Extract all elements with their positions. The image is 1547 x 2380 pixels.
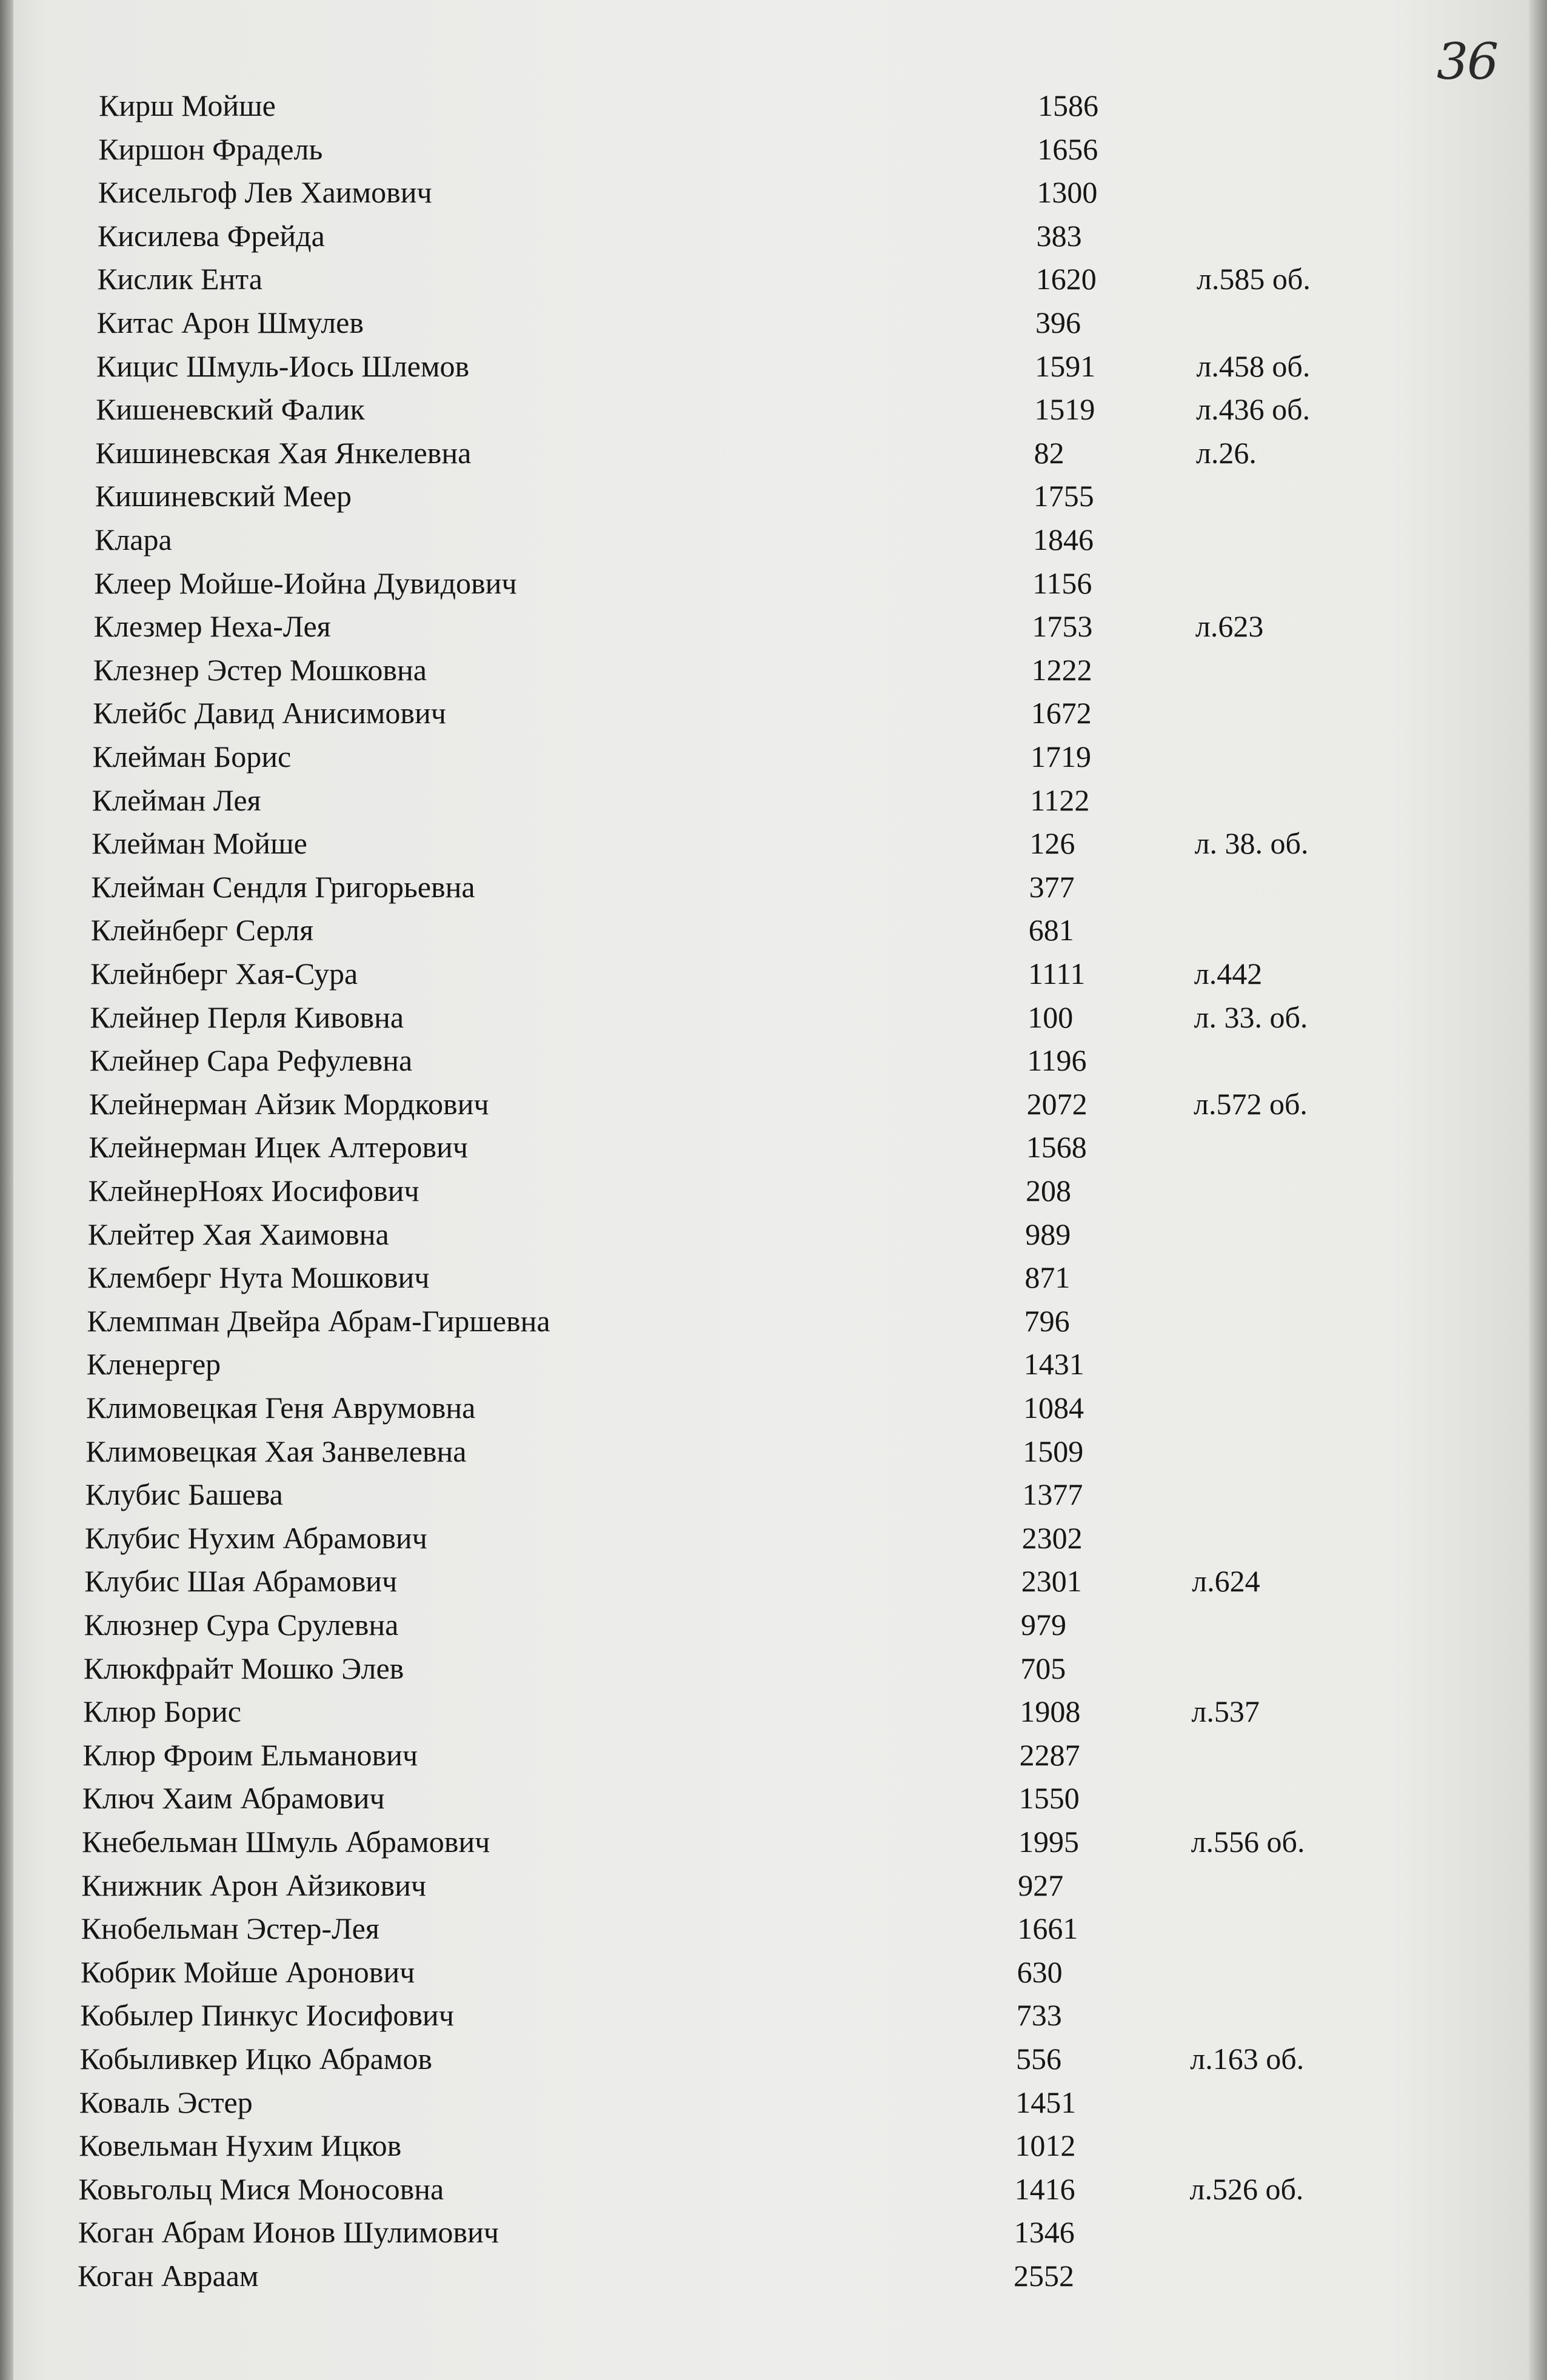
entry-name: Клюр Борис [83,1694,241,1729]
entry-number: 1755 [1033,479,1094,513]
entry-number: 2302 [1021,1520,1083,1555]
entry-name: Клубис Нухим Абрамович [84,1520,427,1555]
entry-sheet-ref: л.556 об. [1191,1825,1305,1859]
entry-name: Кишиневский Меер [95,479,352,513]
entry-number: 1012 [1015,2128,1076,2163]
entry-name: Кнобельман Эстер-Лея [81,1911,379,1946]
entry-number: 796 [1024,1303,1070,1338]
entry-name: Клейман Сендля Григорьевна [91,869,475,904]
entry-sheet-ref: л.526 об. [1189,2171,1304,2206]
entry-name: Ковельман Нухим Ицков [79,2128,402,2163]
entry-number: 1377 [1022,1477,1083,1512]
entry-name: Книжник Арон Айзикович [81,1868,427,1902]
page-number: 36 [1437,33,1498,91]
entry-name: Китас Арон Шмулев [96,306,364,339]
entry-sheet-ref: л.585 об. [1196,262,1311,296]
entry-sheet-ref: л.623 [1195,609,1264,644]
entry-number: 1196 [1027,1043,1087,1078]
entry-number: 1111 [1028,957,1086,991]
entry-sheet-ref: л.442 [1194,957,1263,991]
entry-sheet-ref: л. 38. об. [1194,826,1309,861]
entry-number: 927 [1018,1868,1064,1902]
entry-name: Кобыливкер Ицко Абрамов [79,2042,433,2076]
entry-number: 681 [1028,913,1074,948]
entry-name: Клейнберг Хая-Сура [90,957,358,991]
entry-number: 733 [1016,1998,1062,2033]
entry-number: 1719 [1031,740,1091,774]
entry-number: 377 [1029,869,1075,904]
entry-name: Клюкфрайт Мошко Элев [83,1651,404,1685]
entry-name: Клейман Борис [92,740,292,774]
entry-name: Клубис Шая Абрамович [84,1564,398,1599]
entry-number: 989 [1025,1217,1071,1251]
entry-number: 705 [1020,1651,1066,1685]
entry-number: 1672 [1031,696,1092,730]
entry-name: Клейман Лея [92,783,261,817]
entry-number: 1846 [1033,523,1094,557]
entry-number: 1156 [1032,566,1092,600]
entry-number: 979 [1021,1608,1066,1642]
entry-name: Клейнер Перля Кивовна [90,1000,404,1034]
entry-name: Клубис Башева [85,1477,283,1512]
entry-sheet-ref: л. 33. об. [1194,1000,1308,1034]
entry-sheet-ref: л.26. [1195,435,1257,470]
entry-number: 1995 [1018,1825,1079,1859]
entry-number: 1222 [1031,652,1092,687]
entry-name: Кобылер Пинкус Иосифович [80,1998,454,2033]
entry-name: Клейбс Давид Анисимович [93,696,446,730]
entry-name: Кицис Шмуль-Иось Шлемов [96,349,470,383]
entry-name: Ковьгольц Мися Моносовна [78,2171,444,2206]
entry-number: 1431 [1023,1347,1084,1382]
entry-sheet-ref: л.458 об. [1196,349,1311,383]
entry-name: Кисилева Фрейда [97,218,325,253]
entry-number: 871 [1024,1260,1071,1295]
entry-number: 2287 [1019,1737,1080,1772]
entry-name: Кобрик Мойше Аронович [80,1954,415,1989]
entry-name: Коган Авраам [78,2259,259,2293]
entry-name: Кнебельман Шмуль Абрамович [82,1825,490,1859]
entry-name: КлейнерНоях Иосифович [88,1174,419,1208]
entry-number: 383 [1036,218,1082,253]
entry-number: 1519 [1034,392,1095,427]
entry-number: 1416 [1014,2171,1075,2206]
entry-number: 1586 [1038,89,1098,122]
entry-name: Коваль Эстер [79,2085,253,2119]
entry-number: 100 [1027,1000,1074,1034]
page-right-edge [1529,0,1547,2380]
entry-name: Клейнерман Ицек Алтерович [89,1130,468,1165]
entry-number: 556 [1016,2042,1061,2076]
entry-number: 1661 [1017,1911,1078,1946]
entry-number: 1084 [1023,1391,1084,1425]
entry-number: 1753 [1032,609,1093,644]
entry-name: Кишиневская Хая Янкелевна [95,435,472,470]
entry-name: Климовецкая Геня Аврумовна [86,1391,476,1425]
entry-number: 396 [1035,306,1081,339]
entry-name: Кислик Ента [97,262,262,296]
entry-sheet-ref: л.163 об. [1190,2042,1305,2076]
entry-name: Коган Абрам Ионов Шулимович [78,2215,499,2250]
page-left-edge [0,0,13,2380]
entry-number: 1550 [1018,1781,1080,1816]
entry-name: Клеер Мойше-Иойна Дувидович [94,566,517,600]
entry-number: 1591 [1035,349,1096,383]
entry-number: 1620 [1035,262,1097,296]
entry-name: Клемпман Двейра Абрам-Гиршевна [87,1303,550,1338]
entry-sheet-ref: л.572 об. [1194,1086,1308,1121]
entry-name: Клейнберг Серля [90,913,314,948]
entry-number: 1656 [1037,132,1098,166]
entry-number: 1509 [1023,1434,1084,1468]
entry-sheet-ref: л.624 [1192,1564,1260,1599]
entry-name: Клезмер Неха-Лея [93,609,331,644]
entry-sheet-ref: л.537 [1191,1694,1260,1729]
entry-number: 2072 [1026,1086,1088,1121]
entry-number: 1568 [1026,1130,1087,1165]
entry-name: Клемберг Нута Мошкович [87,1260,430,1295]
entry-number: 1300 [1037,175,1098,210]
entry-name: Кирш Мойше [99,89,276,122]
entry-number: 2301 [1021,1564,1082,1599]
entry-name: Клезнер Эстер Мошковна [93,652,427,687]
entry-name: Кленергер [86,1347,221,1382]
entry-number: 2552 [1014,2259,1074,2293]
entry-name: Клейнер Сара Рефулевна [89,1043,413,1078]
entry-number: 1346 [1014,2215,1075,2250]
entry-name: Клейнерман Айзик Мордкович [89,1086,489,1121]
entry-number: 82 [1034,435,1064,470]
entry-number: 1451 [1015,2085,1077,2119]
entry-name: Ключ Хаим Абрамович [82,1781,385,1816]
entry-name: Клейтер Хая Хаимовна [87,1217,389,1251]
entry-name: Кишеневский Фалик [96,392,365,427]
entry-name: Кисельгоф Лев Хаимович [98,175,432,210]
entry-name: Климовецкая Хая Занвелевна [85,1434,467,1468]
entry-name: Киршон Фрадель [98,132,323,166]
entry-number: 630 [1017,1954,1063,1989]
entry-name: Клара [95,523,172,557]
entry-name: Клейман Мойше [92,826,307,861]
entry-number: 1122 [1030,783,1090,817]
entry-sheet-ref: л.436 об. [1196,392,1311,427]
entry-name: Клюр Фроим Ельманович [82,1737,418,1772]
entry-number: 208 [1026,1174,1071,1208]
entry-number: 126 [1029,826,1075,861]
entry-name: Клюзнер Сура Срулевна [84,1608,399,1642]
entry-number: 1908 [1020,1694,1081,1729]
